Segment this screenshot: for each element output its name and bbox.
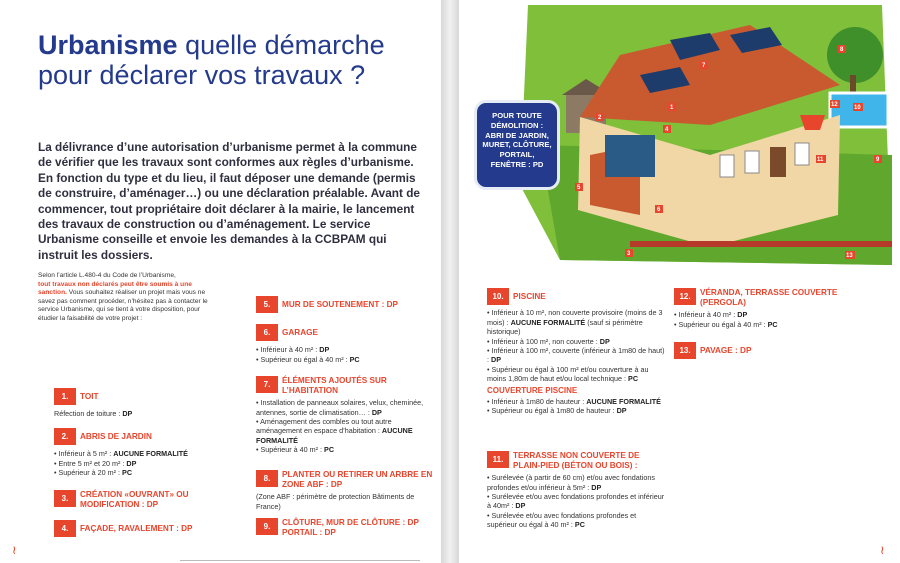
window	[795, 143, 809, 165]
fence	[630, 241, 892, 247]
article-note: Selon l’article L.480-4 du Code de l’Urbanisme, tout travaux non déclarés peut être soumis à une sanction. Vous souhaitez réaliser un projet mais vous ne savez pas comment procéder, n’hésitez pas à contacter le service Urbanisme, qui se tient à votre disposition, pour étudier la faisabilité de votre projet :	[38, 272, 208, 322]
tree	[827, 27, 883, 83]
divider	[180, 560, 420, 561]
section-elements: 7. ÉLÉMENTS AJOUTÉS SUR L’HABITATION • Installation de panneaux solaires, velux, cheminée, antennes, sortie de climatisation… : DP • Aménagement des combles ou tout autre aménagement en espace d’habitation : AUCUNE FORMALITÉ • Supérieur à 40 m² : PC	[256, 376, 424, 455]
section-veranda: 12. VÉRANDA, TERRASSE COUVERTE (PERGOLA) • Inférieur à 40 m² : DP • Supérieur ou égal à 40 m² : PC	[674, 288, 838, 329]
wave-decoration-icon: ≀	[880, 543, 885, 557]
section-terrasse: 11. TERRASSE NON COUVERTE DE PLAIN-PIED (BÉTON OU BOIS) : • Surélevée (à partir de 60 cm) et/ou avec fondations profondes et/ou inférieur à 5m² : DP • Surélevée et/ou avec fondations profondes et inférieur à 40m² : DP • Surélevée et/ou avec fondations profondes et supérieur ou égal à 40 m² : PC	[487, 451, 665, 530]
marker-label: 12	[831, 102, 838, 108]
section-piscine: 10. PISCINE • Inférieur à 10 m², non couverte provisoire (moins de 3 mois) : AUCUNE FORMALITÉ (sauf si périmètre historique) • Inférieur à 100 m², non couverte : DP • Inférieur à 100 m², couverte (inférieur à 1m80 de haut) : DP • Supérieur ou égal à 100 m² et/ou couverture à au moins 1,80m de haut et/ou local technique : PC COUVERTURE PISCINE • Inférieur à 1m80 de hauteur : AUCUNE FORMALITÉ • Supérieur ou égal à 1m80 de hauteur : DP	[487, 288, 665, 416]
section-mur: 5. MUR DE SOUTENEMENT : DP	[256, 296, 436, 313]
section-toit: 1. TOIT Réfection de toiture : DP	[54, 388, 244, 419]
section-garage: 6. GARAGE • Inférieur à 40 m² : DP • Supérieur ou égal à 40 m² : PC	[256, 324, 436, 364]
marker-label: 11	[817, 157, 824, 163]
section-cloture: 9. CLÔTURE, MUR DE CLÔTURE : DP PORTAIL : DP	[256, 518, 436, 537]
wave-decoration-icon: ≀	[12, 543, 17, 557]
section-pavage: 13. PAVAGE : DP	[674, 342, 874, 359]
section-ouvrant: 3. CRÉATION «OUVRANT» OU MODIFICATION : DP	[54, 490, 244, 509]
marker-label: 2	[598, 115, 602, 121]
page-gutter	[441, 0, 459, 563]
section-arbre: 8. PLANTER OU RETIRER UN ARBRE EN ZONE ABF : DP (Zone ABF : périmètre de protection Bâtiments de France)	[256, 470, 433, 511]
page-title: Urbanisme quelle démarche pour déclarer vos travaux ?	[38, 30, 385, 90]
marker-label: 9	[876, 157, 880, 163]
veranda-glass	[605, 135, 655, 177]
marker-label: 1	[670, 105, 674, 111]
demolition-callout: POUR TOUTE DÉMOLITION : ABRI DE JARDIN, MURET, CLÔTURE, PORTAIL, FENÊTRE : PD	[474, 100, 560, 190]
section-abris: 2. ABRIS DE JARDIN • Inférieur à 5 m² : AUCUNE FORMALITÉ • Entre 5 m² et 20 m² : DP • Supérieur à 20 m² : PC	[54, 428, 244, 478]
marker-label: 5	[577, 185, 581, 191]
marker-label: 4	[665, 127, 669, 133]
marker-label: 8	[840, 47, 844, 53]
marker-label: 10	[854, 105, 861, 111]
marker-label: 3	[627, 251, 631, 257]
window	[745, 151, 759, 173]
window	[720, 155, 734, 177]
marker-label: 6	[657, 207, 661, 213]
front-door	[770, 147, 786, 177]
marker-label: 7	[702, 63, 706, 69]
section-facade: 4. FAÇADE, RAVALEMENT : DP	[54, 520, 244, 537]
marker-label: 13	[846, 253, 853, 259]
house-illustration	[520, 5, 892, 265]
intro-paragraph: La délivrance d’une autorisation d’urbanisme permet à la commune de vérifier que les travaux sont conformes aux règles d’urbanisme. En fonction du type et du lieu, il faut déposer une demande (permis de construire, d’aménager…) ou une déclaration préalable. Avant de commencer, tout propriétaire doit déclarer à la mairie, le lancement des travaux de construction ou d’aménagement. Le service Urbanisme conseille et envoie les demandes à la CCBPAM qui instruit les dossiers.	[38, 140, 420, 262]
